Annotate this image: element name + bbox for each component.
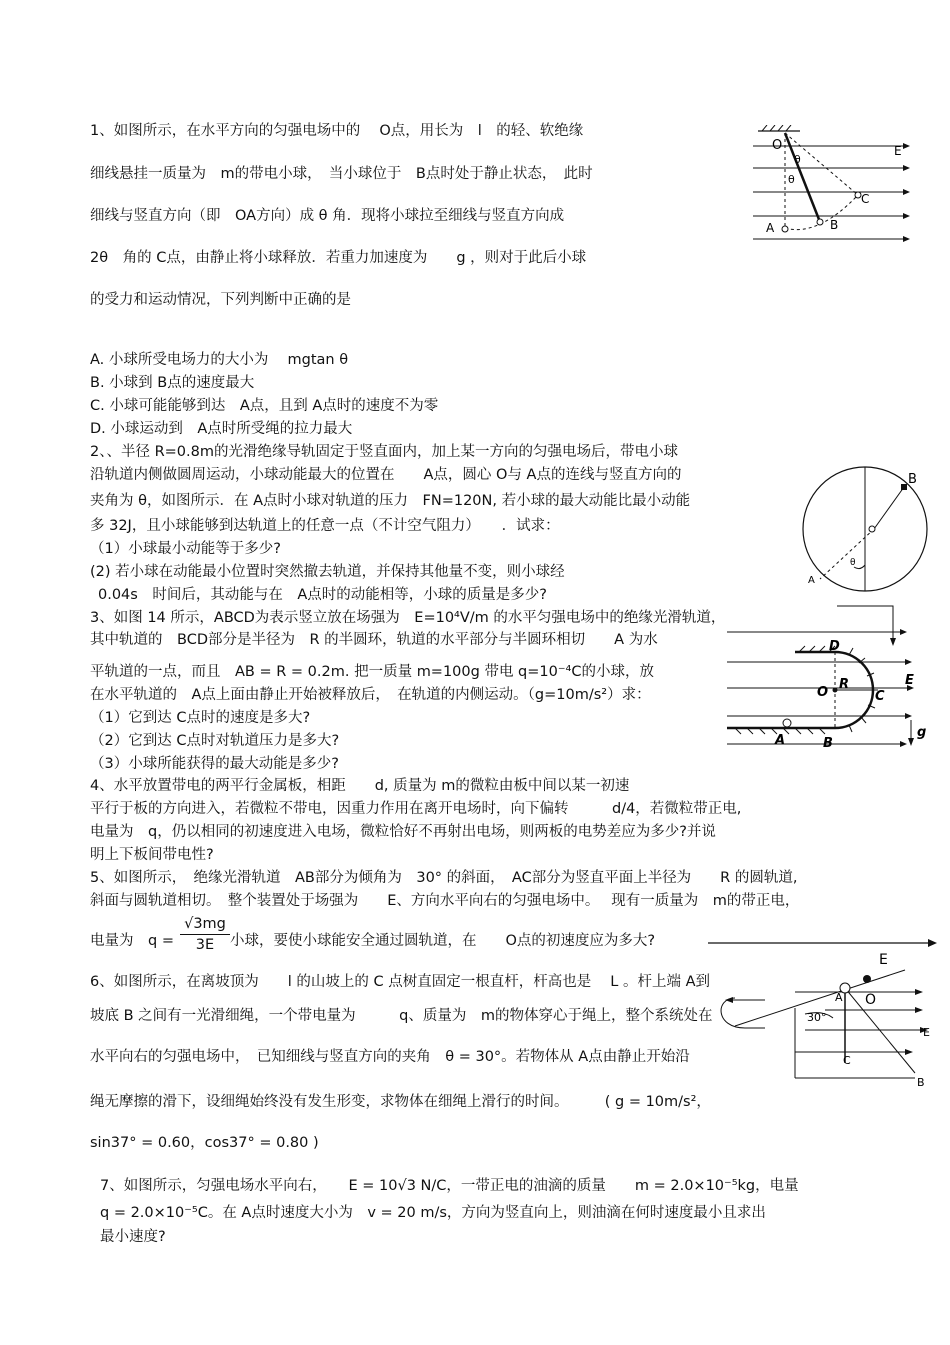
q3-label-b: B xyxy=(823,736,833,751)
q1-line-1: 1、如图所示，在水平方向的匀强电场中的 O点，用长为 l 的轻、软绝缘 xyxy=(90,123,584,139)
q4-line-2: 平行于板的方向进入，若微粒不带电，因重力作用在离开电场时，向下偏转 d/4，若微粒带正电, xyxy=(90,801,742,817)
q3-figure xyxy=(725,604,937,754)
q2-line-6: (2) 若小球在动能最小位置时突然撤去轨道，并保持其他量不变，则小球经 xyxy=(90,564,565,580)
q3-label-c: C xyxy=(875,689,885,704)
q2-line-3: 夹角为 θ，如图所示．在 A点时小球对轨道的压力 FN=120N, 若小球的最大动能比最小动能 xyxy=(90,493,691,509)
q7-line-3: 最小速度? xyxy=(100,1229,166,1245)
q3-label-g: g xyxy=(917,725,927,740)
q1-option-d: D. 小球运动到 A点时所受绳的拉力最大 xyxy=(90,421,353,437)
q1-option-a: A. 小球所受电场力的大小为 mgtan θ xyxy=(90,352,349,368)
q5-line-1: 5、如图所示， 绝缘光滑轨道 AB部分为倾角为 30° 的斜面， AC部分为竖直平面上半径为 R 的圆轨道, xyxy=(90,870,798,886)
q6-label-b: B xyxy=(917,1076,925,1088)
q3-line-2: 其中轨道的 BCD部分是半径为 R 的半圆环，轨道的水平部分与半圆环相切 A 为水 xyxy=(90,632,658,648)
q4-line-1: 4、水平放置带电的两平行金属板，相距 d, 质量为 m的微粒由板中间以某一初速 xyxy=(90,778,630,794)
q6-label-e-top: E xyxy=(879,952,888,968)
q5-line-3-tail: 小球，要使小球能安全通过圆轨道，在 O点的初速度应为多大? xyxy=(230,933,656,949)
q2-label-a: A xyxy=(808,575,815,586)
q3-line-1: 3、如图 14 所示，ABCD为表示竖立放在场强为 E=10⁴V/m 的水平匀强电场中的绝缘光滑轨道， xyxy=(90,610,726,626)
q6-line-2: 坡底 B 之间有一光滑细绳，一个带电量为 q、质量为 m的物体穿心于绳上，整个系统处在 xyxy=(90,1008,713,1024)
q2-line-4: 多 32J，且小球能够到达轨道上的任意一点（不计空气阻力） ．试求： xyxy=(90,518,560,534)
q5-fraction xyxy=(180,914,230,955)
q1-option-c: C. 小球可能能够到达 A点，且到 A点时的速度不为零 xyxy=(90,398,439,414)
q3-line-3: 平轨道的一点，而且 AB = R = 0.2m. 把一质量 m=100g 带电 q=10⁻⁴C的小球，放 xyxy=(90,664,654,680)
q3-line-6: （2）它到达 C点时对轨道压力是多大? xyxy=(90,733,340,749)
q1-option-b: B. 小球到 B点的速度最大 xyxy=(90,375,255,391)
q6-label-o: O xyxy=(865,992,877,1008)
q5-line-3-lead: 电量为 q = xyxy=(90,933,174,949)
q2-line-2: 沿轨道内侧做圆周运动，小球动能最大的位置在 A点，圆心 O与 A点的连线与竖直方向的 xyxy=(90,467,682,483)
q1-label-theta-2: θ xyxy=(788,173,795,186)
q3-line-7: （3）小球所能获得的最大动能是多少? xyxy=(90,756,339,772)
q5-fraction-den: 3E xyxy=(195,937,215,953)
q1-figure xyxy=(748,125,910,245)
q1-line-5: 的受力和运动情况，下列判断中正确的是 xyxy=(90,292,351,308)
q1-label-o: O xyxy=(772,138,783,153)
q2-line-1: 2、、半径 R=0.8m的光滑绝缘导轨固定于竖直面内，加上某一方向的匀强电场后，带电小球 xyxy=(90,444,678,460)
q2-line-7: 0.04s 时间后，其动能与在 A点时的动能相等，小球的质量是多少? xyxy=(98,587,547,603)
q1-label-e: E xyxy=(894,144,902,158)
q1-line-2: 细线悬挂一质量为 m的带电小球， 当小球位于 B点时处于静止状态， 此时 xyxy=(90,166,593,182)
q1-label-c: C xyxy=(861,192,870,206)
q1-line-3: 细线与竖直方向（即 OA方向）成 θ 角．现将小球拉至细线与竖直方向成 xyxy=(90,208,565,224)
q5-fraction-num: √3mg xyxy=(180,914,230,935)
q1-line-4: 2θ 角的 C点，由静止将小球释放．若重力加速度为 g ，则对于此后小球 xyxy=(90,250,587,266)
q3-label-a: A xyxy=(775,733,786,748)
q6-label-angle: 30° xyxy=(807,1011,827,1024)
q6-line-3: 水平向右的匀强电场中， 已知细线与竖直方向的夹角 θ = 30°。若物体从 A点由静止开始沿 xyxy=(90,1049,690,1065)
q4-line-3: 电量为 q，仍以相同的初速度进入电场，微粒恰好不再射出电场，则两板的电势差应为多少?并说 xyxy=(90,824,716,840)
q6-label-c: C xyxy=(843,1054,851,1067)
q3-label-e: E xyxy=(905,673,914,688)
q2-line-5: （1）小球最小动能等于多少? xyxy=(90,541,281,557)
q7-line-1: 7、如图所示，匀强电场水平向右， E = 10√3 N/C，一带正电的油滴的质量 m = 2.0×10⁻⁵kg，电量 xyxy=(100,1178,799,1194)
q1-label-b: B xyxy=(830,218,839,232)
q3-label-o: O xyxy=(817,685,829,700)
q6-line-5: sin37° = 0.60，cos37° = 0.80 ) xyxy=(90,1135,319,1151)
q2-figure xyxy=(800,465,930,595)
q2-label-theta: θ xyxy=(850,558,856,568)
q7-line-2: q = 2.0×10⁻⁵C。在 A点时速度大小为 v = 20 m/s，方向为竖直向上，则油滴在何时速度最小且求出 xyxy=(100,1205,766,1221)
q4-line-4: 明上下板间带电性? xyxy=(90,847,214,863)
q6-line-1: 6、如图所示，在离坡顶为 l 的山坡上的 C 点树直固定一根直杆，杆高也是 L 。杆上端 A到 xyxy=(90,974,711,990)
q3-line-4: 在水平轨道的 A点上面由静止开始被释放后， 在轨道的内侧运动。（g=10m/s²）求： xyxy=(90,687,651,703)
q6-line-4: 绳无摩擦的滑下，设细绳始终没有发生形变，求物体在细绳上滑行的时间。 ( g = 10m/s²， xyxy=(90,1094,711,1110)
q3-label-r: R xyxy=(839,677,850,692)
q3-label-d: D xyxy=(829,639,840,654)
q1-label-theta-1: θ xyxy=(794,153,801,166)
q3-line-5: （1）它到达 C点时的速度是多大? xyxy=(90,710,311,726)
q6-label-e-right: E xyxy=(923,1026,930,1039)
q2-label-b: B xyxy=(908,472,917,487)
q5-line-2: 斜面与圆轨道相切。 整个装置处于场强为 E、方向水平向右的匀强电场中。 现有一质量为 m的带正电， xyxy=(90,893,800,909)
q1-label-a: A xyxy=(766,221,775,235)
q6-label-a: A xyxy=(835,991,843,1004)
q6-figure xyxy=(705,948,935,1088)
